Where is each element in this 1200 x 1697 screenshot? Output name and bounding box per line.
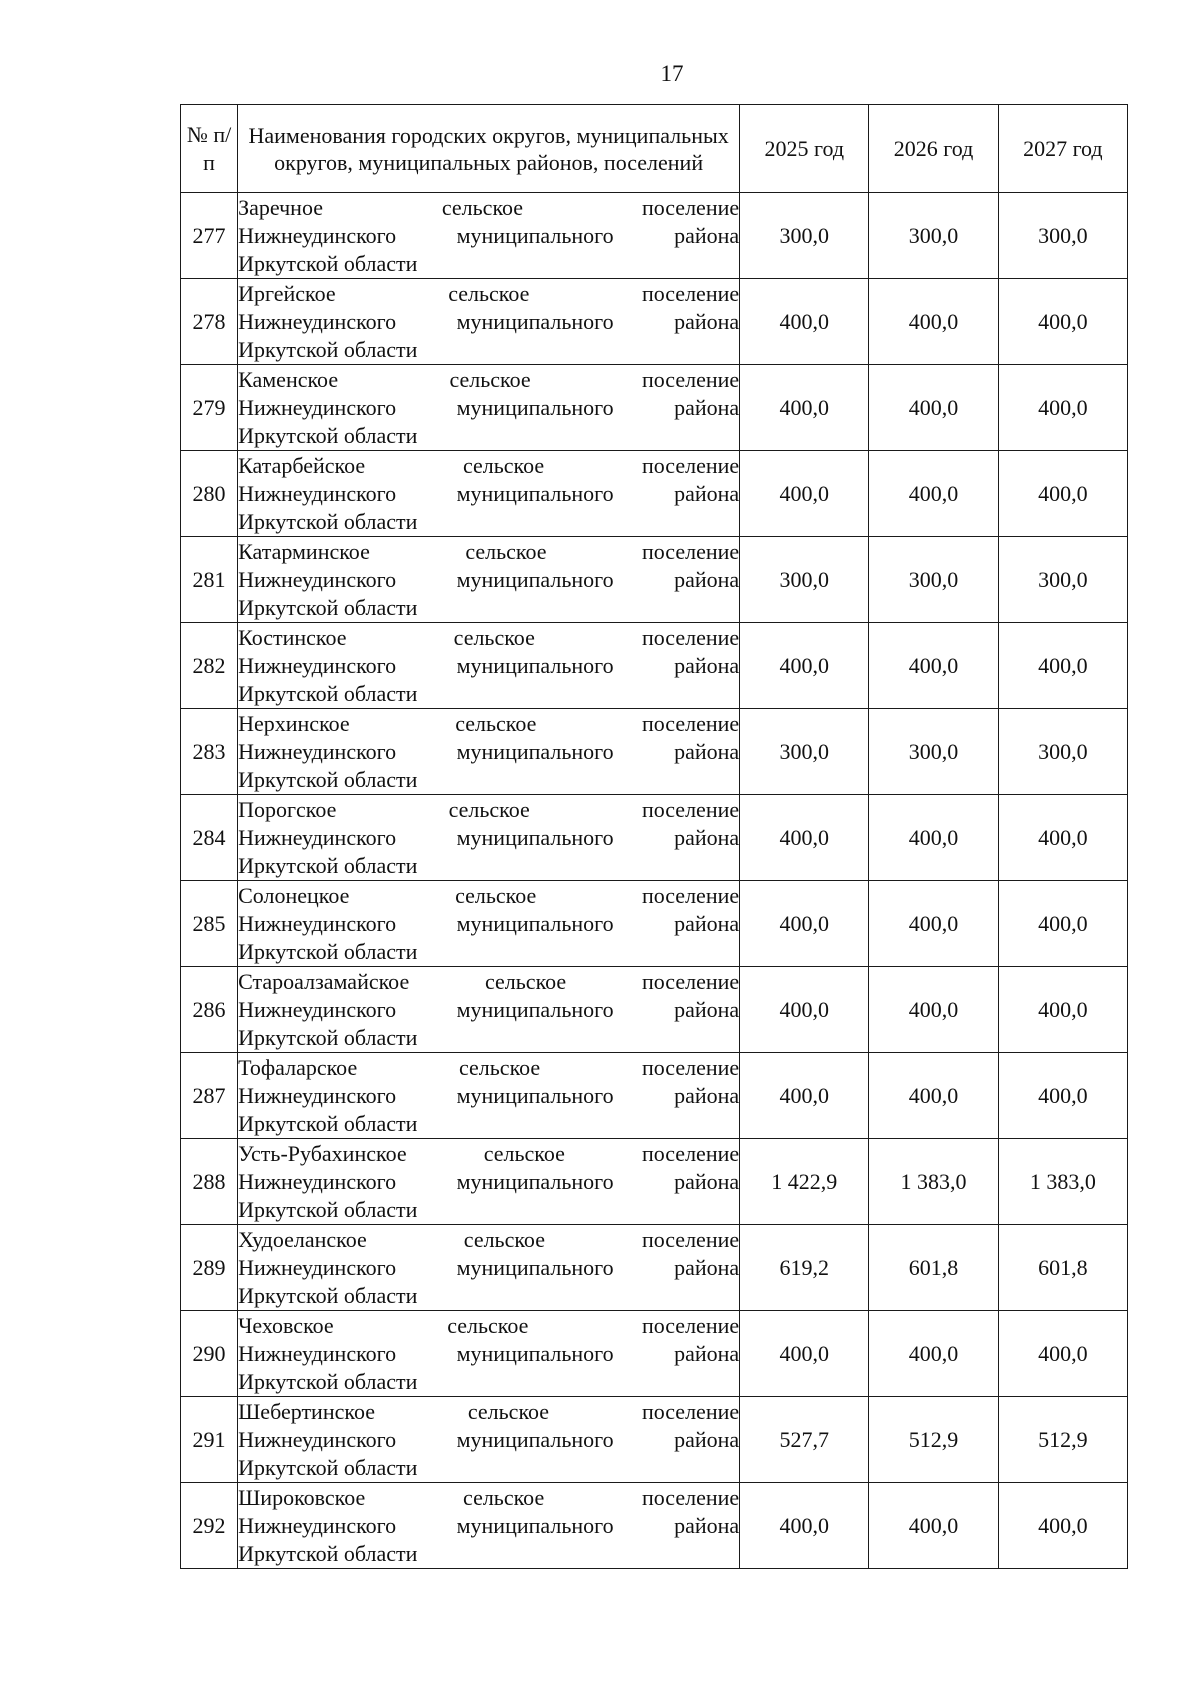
name-word: Нижнеудинского	[238, 222, 397, 248]
table-header	[181, 105, 1128, 193]
name-line-2	[238, 222, 739, 250]
name-word: сельское	[462, 452, 545, 478]
value-2025: 1 422,9	[740, 1139, 869, 1225]
name-word: Катарбейское	[238, 452, 366, 478]
name-word: сельское	[455, 882, 537, 908]
name-word: поселение	[641, 624, 740, 650]
value-2027: 601,8	[998, 1225, 1127, 1311]
row-number: 290	[181, 1311, 238, 1397]
name-word: Худоеланское	[238, 1226, 367, 1252]
name-line-2	[238, 652, 739, 680]
table-body	[181, 193, 1128, 1569]
value-2026: 400,0	[869, 795, 998, 881]
row-number: 281	[181, 537, 238, 623]
name-word: поселение	[641, 1398, 740, 1424]
name-line-1	[238, 968, 739, 996]
settlement-name	[238, 1311, 740, 1397]
name-word: муниципального	[456, 566, 614, 592]
value-2027: 300,0	[998, 193, 1127, 279]
name-line-1	[238, 710, 739, 738]
name-line-3: Иркутской области	[238, 1454, 418, 1480]
name-line-3: Иркутской области	[238, 508, 418, 534]
name-line-2	[238, 566, 739, 594]
name-word: района	[674, 1082, 740, 1108]
name-word: Староалзамайское	[238, 968, 410, 994]
table-row	[181, 365, 1128, 451]
value-2025: 400,0	[740, 623, 869, 709]
name-word: Нижнеудинского	[238, 566, 397, 592]
name-word: Солонецкое	[238, 882, 350, 908]
name-word: муниципального	[456, 910, 614, 936]
table-row	[181, 1311, 1128, 1397]
header-year-2027: 2027 год	[998, 105, 1127, 193]
name-word: поселение	[641, 710, 740, 736]
name-word: Нижнеудинского	[238, 480, 397, 506]
name-word: Усть-Рубахинское	[238, 1140, 407, 1166]
name-word: Иргейское	[238, 280, 336, 306]
value-2025: 400,0	[740, 1311, 869, 1397]
name-line-3: Иркутской области	[238, 1540, 418, 1566]
name-word: Нижнеудинского	[238, 652, 397, 678]
header-year-2025: 2025 год	[740, 105, 869, 193]
value-2027: 400,0	[998, 623, 1127, 709]
name-word: района	[674, 1168, 740, 1194]
table-row	[181, 1139, 1128, 1225]
value-2025: 300,0	[740, 537, 869, 623]
settlement-name	[238, 881, 740, 967]
value-2027: 1 383,0	[998, 1139, 1127, 1225]
name-word: Нижнеудинского	[238, 394, 397, 420]
name-line-1	[238, 280, 739, 308]
name-word: района	[674, 1512, 740, 1538]
value-2027: 400,0	[998, 967, 1127, 1053]
page-number: 17	[660, 61, 684, 86]
header-row	[181, 105, 1128, 193]
settlement-name	[238, 623, 740, 709]
name-line-3: Иркутской области	[238, 766, 418, 792]
name-line-3: Иркутской области	[238, 680, 418, 706]
value-2025: 400,0	[740, 967, 869, 1053]
name-line-2	[238, 1426, 739, 1454]
value-2026: 300,0	[869, 537, 998, 623]
name-word: поселение	[641, 1312, 740, 1338]
settlement-name	[238, 451, 740, 537]
name-line-2	[238, 738, 739, 766]
value-2026: 400,0	[869, 365, 998, 451]
name-word: муниципального	[456, 1254, 614, 1280]
name-word: поселение	[641, 1226, 740, 1252]
name-line-2	[238, 1340, 739, 1368]
name-word: Костинское	[238, 624, 347, 650]
name-word: муниципального	[456, 1426, 614, 1452]
value-2026: 400,0	[869, 1483, 998, 1569]
settlement-name	[238, 1053, 740, 1139]
value-2026: 400,0	[869, 279, 998, 365]
table-row	[181, 795, 1128, 881]
name-word: муниципального	[456, 480, 614, 506]
name-line-2	[238, 308, 739, 336]
name-line-2	[238, 996, 739, 1024]
value-2026: 400,0	[869, 881, 998, 967]
name-word: Нижнеудинского	[238, 308, 397, 334]
value-2026: 300,0	[869, 193, 998, 279]
header-no: № п/п	[181, 105, 238, 193]
name-word: района	[674, 308, 740, 334]
name-word: муниципального	[456, 1340, 614, 1366]
settlement-name	[238, 193, 740, 279]
name-word: муниципального	[456, 222, 614, 248]
name-word: сельское	[448, 796, 530, 822]
name-line-1	[238, 1398, 739, 1426]
name-word: Нижнеудинского	[238, 996, 397, 1022]
value-2025: 400,0	[740, 1053, 869, 1139]
name-line-3: Иркутской области	[238, 1196, 418, 1222]
name-word: сельское	[483, 1140, 565, 1166]
value-2027: 400,0	[998, 881, 1127, 967]
name-line-2	[238, 910, 739, 938]
name-line-1	[238, 796, 739, 824]
name-line-1	[238, 1140, 739, 1168]
header-year-2026: 2026 год	[869, 105, 998, 193]
name-line-1	[238, 538, 739, 566]
name-word: муниципального	[456, 1512, 614, 1538]
value-2027: 400,0	[998, 365, 1127, 451]
row-number: 291	[181, 1397, 238, 1483]
name-word: района	[674, 1426, 740, 1452]
value-2026: 300,0	[869, 709, 998, 795]
name-word: Нижнеудинского	[238, 1512, 397, 1538]
name-word: Нижнеудинского	[238, 1340, 397, 1366]
name-word: сельское	[485, 968, 567, 994]
name-word: муниципального	[456, 308, 614, 334]
name-word: района	[674, 566, 740, 592]
name-word: сельское	[463, 1226, 545, 1252]
value-2027: 300,0	[998, 537, 1127, 623]
name-line-3: Иркутской области	[238, 336, 418, 362]
table-row	[181, 1397, 1128, 1483]
name-line-2	[238, 394, 739, 422]
name-word: поселение	[641, 1054, 740, 1080]
name-word: района	[674, 394, 740, 420]
value-2027: 400,0	[998, 1483, 1127, 1569]
value-2025: 619,2	[740, 1225, 869, 1311]
row-number: 288	[181, 1139, 238, 1225]
name-word: Нижнеудинского	[238, 1168, 397, 1194]
name-word: района	[674, 910, 740, 936]
value-2026: 400,0	[869, 623, 998, 709]
row-number: 284	[181, 795, 238, 881]
row-number: 286	[181, 967, 238, 1053]
value-2026: 601,8	[869, 1225, 998, 1311]
name-word: Широковское	[238, 1484, 366, 1510]
row-number: 278	[181, 279, 238, 365]
name-word: сельское	[453, 624, 535, 650]
name-word: поселение	[641, 366, 740, 392]
value-2026: 400,0	[869, 1053, 998, 1139]
name-word: района	[674, 480, 740, 506]
name-line-2	[238, 480, 739, 508]
name-word: района	[674, 738, 740, 764]
value-2025: 300,0	[740, 709, 869, 795]
name-word: муниципального	[456, 824, 614, 850]
row-number: 285	[181, 881, 238, 967]
table-row	[181, 623, 1128, 709]
name-line-3: Иркутской области	[238, 422, 418, 448]
name-line-1	[238, 366, 739, 394]
name-line-3: Иркутской области	[238, 1368, 418, 1394]
settlement-name	[238, 795, 740, 881]
name-word: сельское	[441, 194, 524, 220]
name-word: муниципального	[456, 738, 614, 764]
value-2025: 527,7	[740, 1397, 869, 1483]
name-line-1	[238, 1312, 739, 1340]
name-word: сельское	[448, 280, 530, 306]
name-word: муниципального	[456, 1168, 614, 1194]
name-line-2	[238, 1512, 739, 1540]
name-word: поселение	[641, 882, 740, 908]
value-2027: 400,0	[998, 279, 1127, 365]
name-word: Нижнеудинского	[238, 1082, 397, 1108]
row-number: 277	[181, 193, 238, 279]
settlement-name	[238, 1139, 740, 1225]
name-word: района	[674, 1254, 740, 1280]
row-number: 289	[181, 1225, 238, 1311]
name-word: Катарминское	[238, 538, 370, 564]
table-row	[181, 193, 1128, 279]
name-line-3: Иркутской области	[238, 594, 418, 620]
name-line-1	[238, 1484, 739, 1512]
table-row	[181, 967, 1128, 1053]
name-word: района	[674, 824, 740, 850]
name-word: сельское	[463, 1484, 545, 1510]
name-word: сельское	[465, 538, 547, 564]
settlement-name	[238, 537, 740, 623]
name-word: сельское	[467, 1398, 550, 1424]
table-row	[181, 451, 1128, 537]
name-word: Чеховское	[238, 1312, 334, 1338]
value-2026: 400,0	[869, 967, 998, 1053]
name-word: поселение	[641, 968, 740, 994]
row-number: 279	[181, 365, 238, 451]
name-line-1	[238, 1054, 739, 1082]
name-word: района	[674, 1340, 740, 1366]
settlement-name	[238, 709, 740, 795]
value-2025: 400,0	[740, 365, 869, 451]
table-row	[181, 709, 1128, 795]
name-line-1	[238, 194, 739, 222]
value-2025: 400,0	[740, 881, 869, 967]
value-2026: 512,9	[869, 1397, 998, 1483]
name-word: муниципального	[456, 1082, 614, 1108]
name-word: поселение	[641, 538, 740, 564]
name-line-2	[238, 1168, 739, 1196]
header-name: Наименования городских округов, муниципальных округов, муниципальных районов, поселений	[238, 105, 740, 193]
name-word: Нижнеудинского	[238, 1254, 397, 1280]
name-word: сельское	[455, 710, 537, 736]
value-2025: 400,0	[740, 279, 869, 365]
name-word: сельское	[449, 366, 531, 392]
name-word: Нижнеудинского	[238, 910, 397, 936]
name-word: района	[674, 652, 740, 678]
table-row	[181, 279, 1128, 365]
settlement-name	[238, 279, 740, 365]
table-row	[181, 537, 1128, 623]
name-word: Заречное	[238, 194, 323, 220]
name-word: муниципального	[456, 394, 614, 420]
table-row	[181, 1053, 1128, 1139]
name-line-3: Иркутской области	[238, 852, 418, 878]
value-2026: 400,0	[869, 451, 998, 537]
name-line-3: Иркутской области	[238, 938, 418, 964]
name-word: Нижнеудинского	[238, 824, 397, 850]
name-word: района	[674, 222, 740, 248]
name-line-1	[238, 1226, 739, 1254]
name-word: Нижнеудинского	[238, 738, 397, 764]
name-word: поселение	[641, 1484, 740, 1510]
name-line-2	[238, 1254, 739, 1282]
name-word: поселение	[641, 1140, 740, 1166]
settlement-name	[238, 365, 740, 451]
value-2027: 300,0	[998, 709, 1127, 795]
name-line-3: Иркутской области	[238, 1282, 418, 1308]
name-word: Порогское	[238, 796, 337, 822]
budget-table	[180, 104, 1128, 1569]
name-word: муниципального	[456, 996, 614, 1022]
row-number: 283	[181, 709, 238, 795]
name-word: поселение	[641, 452, 740, 478]
value-2026: 1 383,0	[869, 1139, 998, 1225]
value-2025: 400,0	[740, 451, 869, 537]
value-2025: 400,0	[740, 1483, 869, 1569]
value-2026: 400,0	[869, 1311, 998, 1397]
name-word: Нерхинское	[238, 710, 350, 736]
name-line-3: Иркутской области	[238, 250, 418, 276]
name-word: района	[674, 996, 740, 1022]
name-word: муниципального	[456, 652, 614, 678]
row-number: 280	[181, 451, 238, 537]
name-line-1	[238, 624, 739, 652]
settlement-name	[238, 1225, 740, 1311]
name-line-1	[238, 882, 739, 910]
name-line-1	[238, 452, 739, 480]
name-word: поселение	[641, 194, 740, 220]
name-word: сельское	[459, 1054, 541, 1080]
name-line-2	[238, 824, 739, 852]
value-2025: 300,0	[740, 193, 869, 279]
settlement-name	[238, 1397, 740, 1483]
settlement-name	[238, 967, 740, 1053]
name-word: поселение	[641, 796, 740, 822]
value-2027: 400,0	[998, 1311, 1127, 1397]
value-2027: 400,0	[998, 795, 1127, 881]
value-2027: 400,0	[998, 451, 1127, 537]
value-2027: 400,0	[998, 1053, 1127, 1139]
name-word: Шебертинское	[238, 1398, 375, 1424]
name-line-3: Иркутской области	[238, 1110, 418, 1136]
value-2027: 512,9	[998, 1397, 1127, 1483]
name-line-2	[238, 1082, 739, 1110]
settlement-name	[238, 1483, 740, 1569]
name-word: Тофаларское	[238, 1054, 358, 1080]
name-line-3: Иркутской области	[238, 1024, 418, 1050]
name-word: Каменское	[238, 366, 339, 392]
name-word: поселение	[641, 280, 740, 306]
name-word: Нижнеудинского	[238, 1426, 397, 1452]
name-word: сельское	[447, 1312, 529, 1338]
table-row	[181, 1483, 1128, 1569]
table-row	[181, 1225, 1128, 1311]
row-number: 282	[181, 623, 238, 709]
value-2025: 400,0	[740, 795, 869, 881]
table-row	[181, 881, 1128, 967]
row-number: 292	[181, 1483, 238, 1569]
row-number: 287	[181, 1053, 238, 1139]
